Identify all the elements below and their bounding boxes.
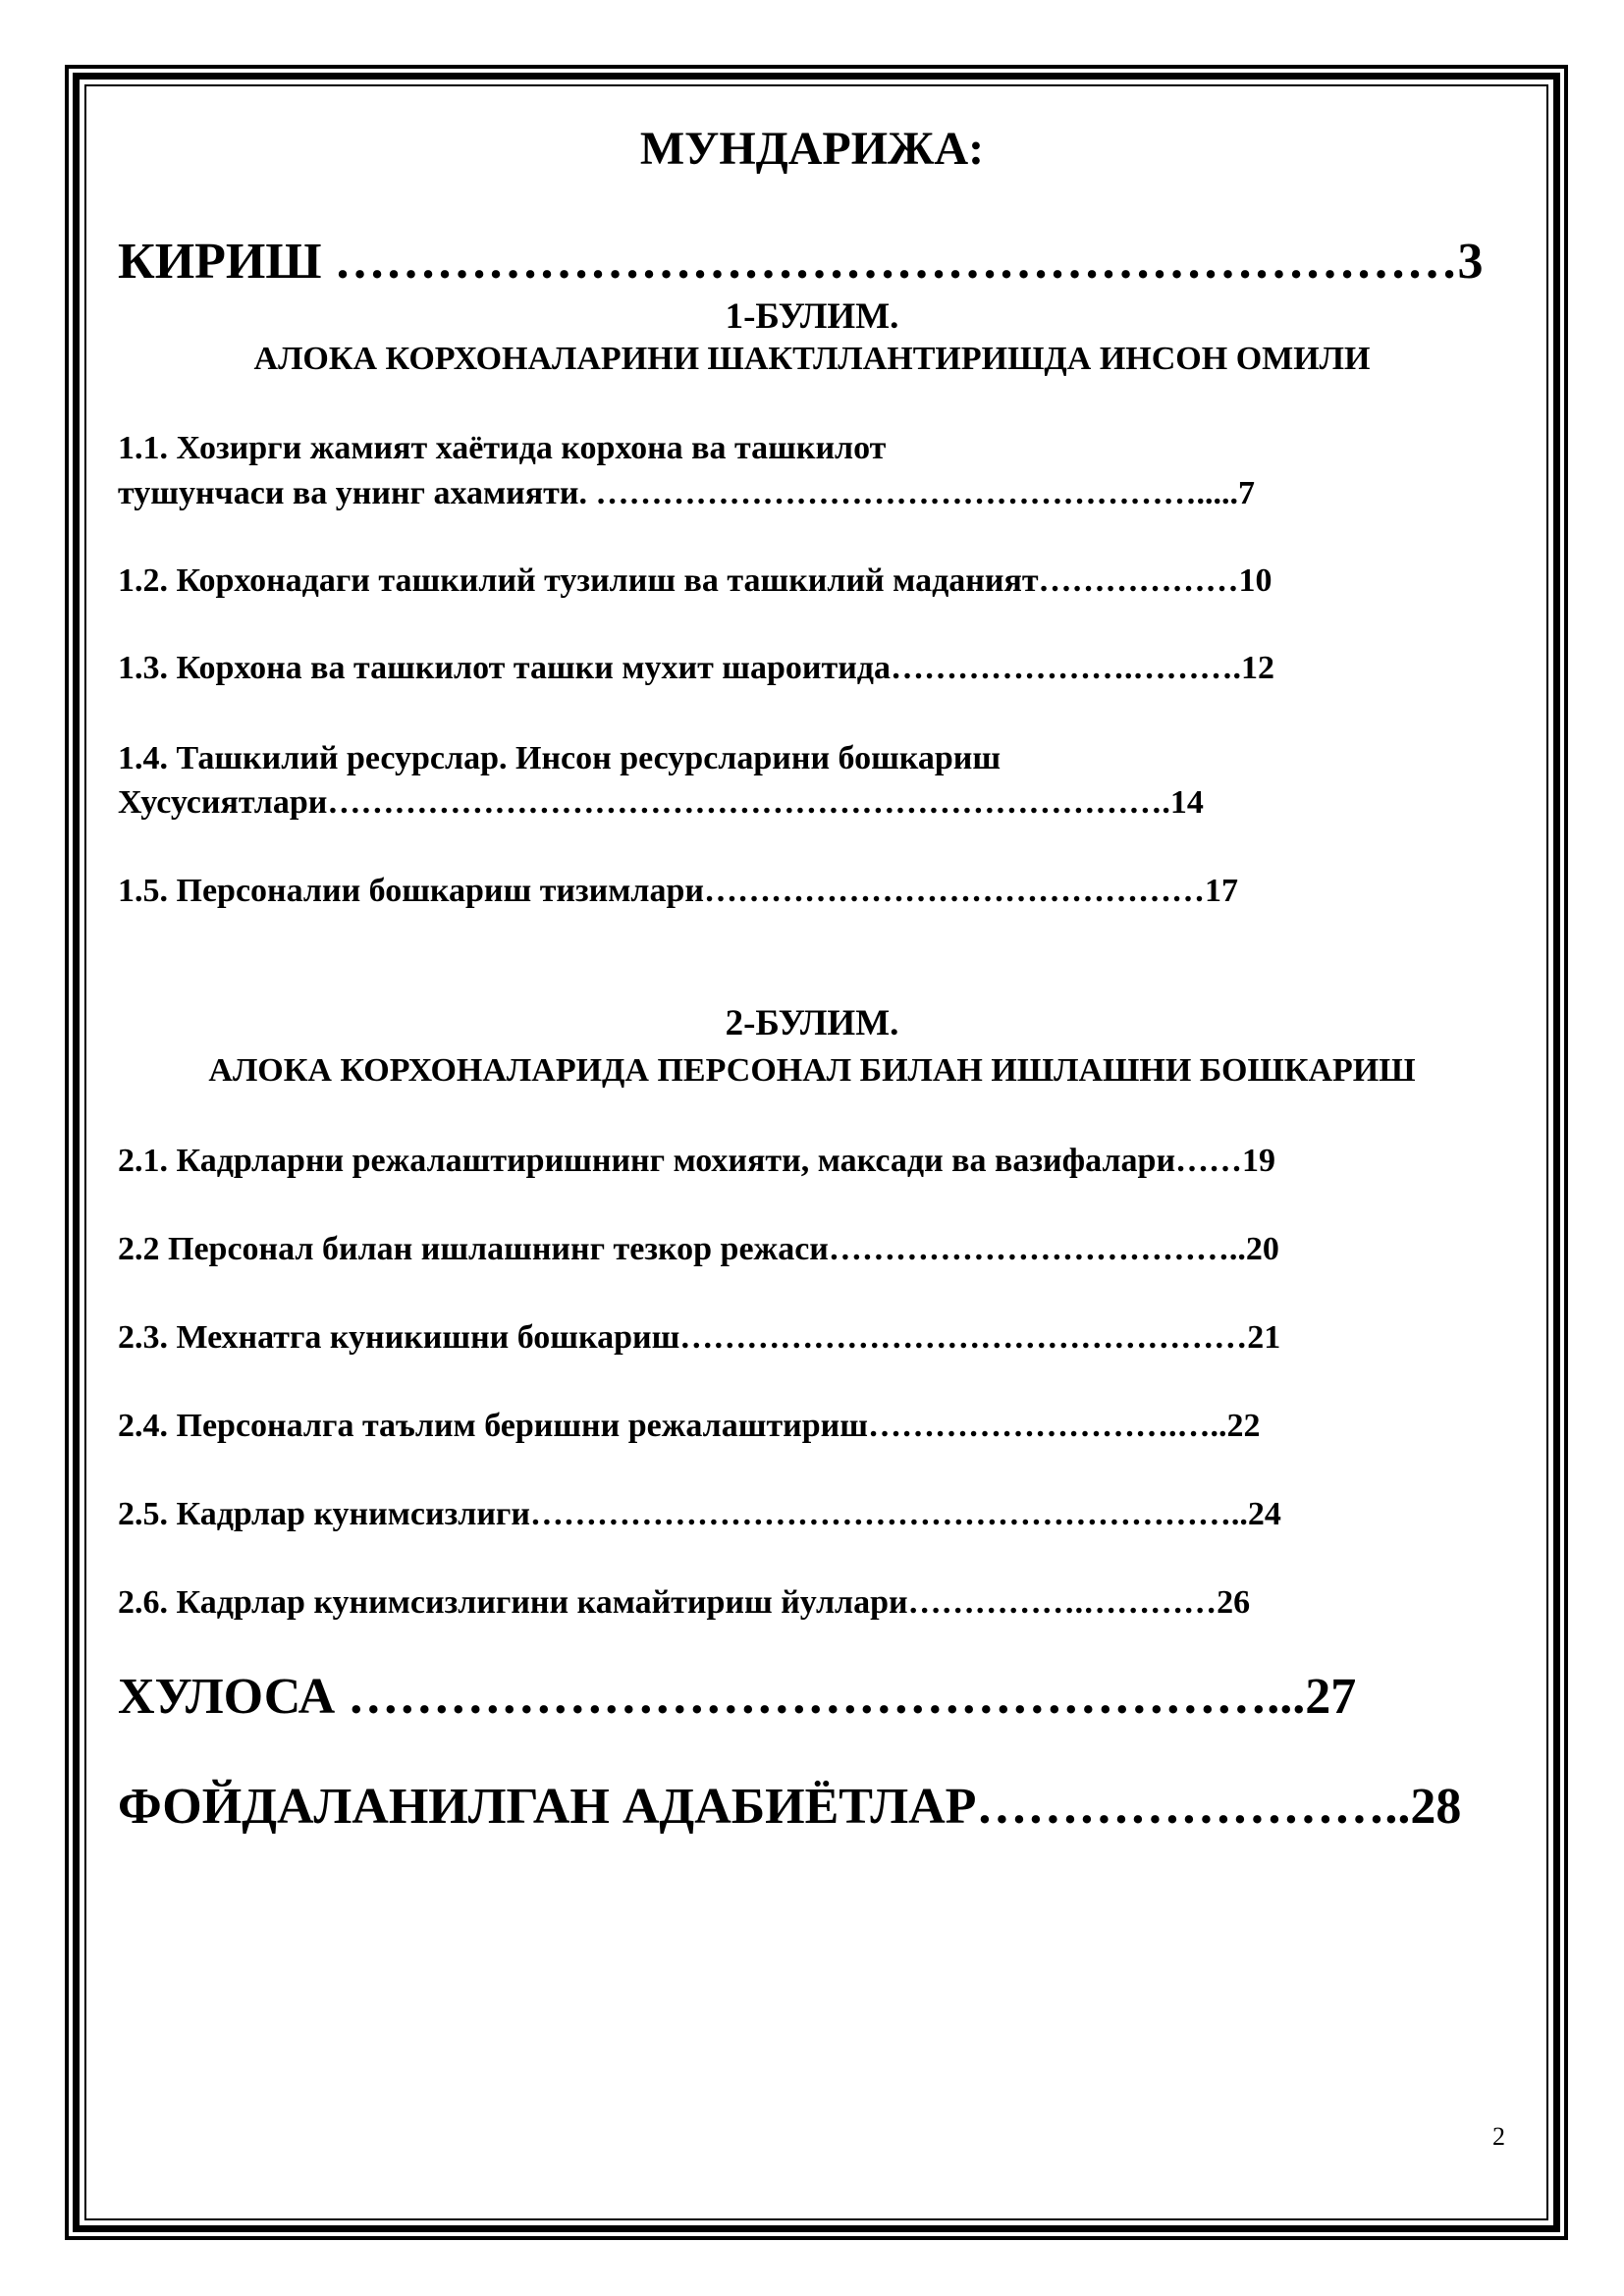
toc-title: МУНДАРИЖА: <box>639 123 985 175</box>
section-2-subheading: АЛОКА КОРХОНАЛАРИДА ПЕРСОНАЛ БИЛАН ИШЛАШНИ БОШКАРИШ <box>208 1052 1416 1089</box>
page-number: 2 <box>1492 2122 1505 2151</box>
toc-entry-1-4-line2: Хусусиятлари………………………………………………………………….14 <box>118 784 1204 821</box>
toc-entry-conclusion: ХУЛОСА ………………………………………………...27 <box>118 1669 1357 1725</box>
toc-entry-1-5: 1.5. Персоналии бошкариш тизимлари………………………………………17 <box>118 873 1238 909</box>
section-1-subheading: АЛОКА КОРХОНАЛАРИНИ ШАКТЛЛАНТИРИШДА ИНСОН ОМИЛИ <box>253 341 1371 377</box>
toc-entry-1-1-line1: 1.1. Хозирги жамият хаётида корхона ва ташкилот <box>118 430 887 466</box>
toc-entry-1-1-line2: тушунчаси ва унинг ахамияти. ……………………………………………….....7 <box>118 475 1255 511</box>
toc-entry-intro: КИРИШ …………………………………………………………3 <box>118 234 1484 290</box>
toc-entry-2-4: 2.4. Персоналга таълим беришни режалаштириш……………………….…..22 <box>118 1408 1261 1444</box>
toc-entry-2-3: 2.3. Мехнатга куникишни бошкариш……………………………………………21 <box>118 1319 1281 1356</box>
section-2-heading: 2-БУЛИМ. <box>725 1003 899 1043</box>
toc-entry-1-2: 1.2. Корхонадаги ташкилий тузилиш ва ташкилий маданият………………10 <box>118 562 1272 599</box>
section-1-heading: 1-БУЛИМ. <box>725 296 899 337</box>
toc-entry-2-5: 2.5. Кадрлар кунимсизлиги………………………………………………………..24 <box>118 1496 1281 1532</box>
toc-entry-2-6: 2.6. Кадрлар кунимсизлигини камайтириш йуллари…………….…………26 <box>118 1584 1251 1621</box>
toc-entry-1-3: 1.3. Корхона ва ташкилот ташки мухит шароитида………………….……….12 <box>118 650 1274 686</box>
toc-entry-references: ФОЙДАЛАНИЛГАН АДАБИЁТЛАР……………………..28 <box>118 1779 1462 1835</box>
toc-entry-1-4-line1: 1.4. Ташкилий ресурслар. Инсон ресурсларини бошкариш <box>118 740 1001 776</box>
toc-entry-2-2: 2.2 Персонал билан ишлашнинг тезкор режаси………………………………..20 <box>118 1231 1279 1267</box>
toc-entry-2-1: 2.1. Кадрларни режалаштиришнинг мохияти, максади ва вазифалари……19 <box>118 1143 1276 1179</box>
